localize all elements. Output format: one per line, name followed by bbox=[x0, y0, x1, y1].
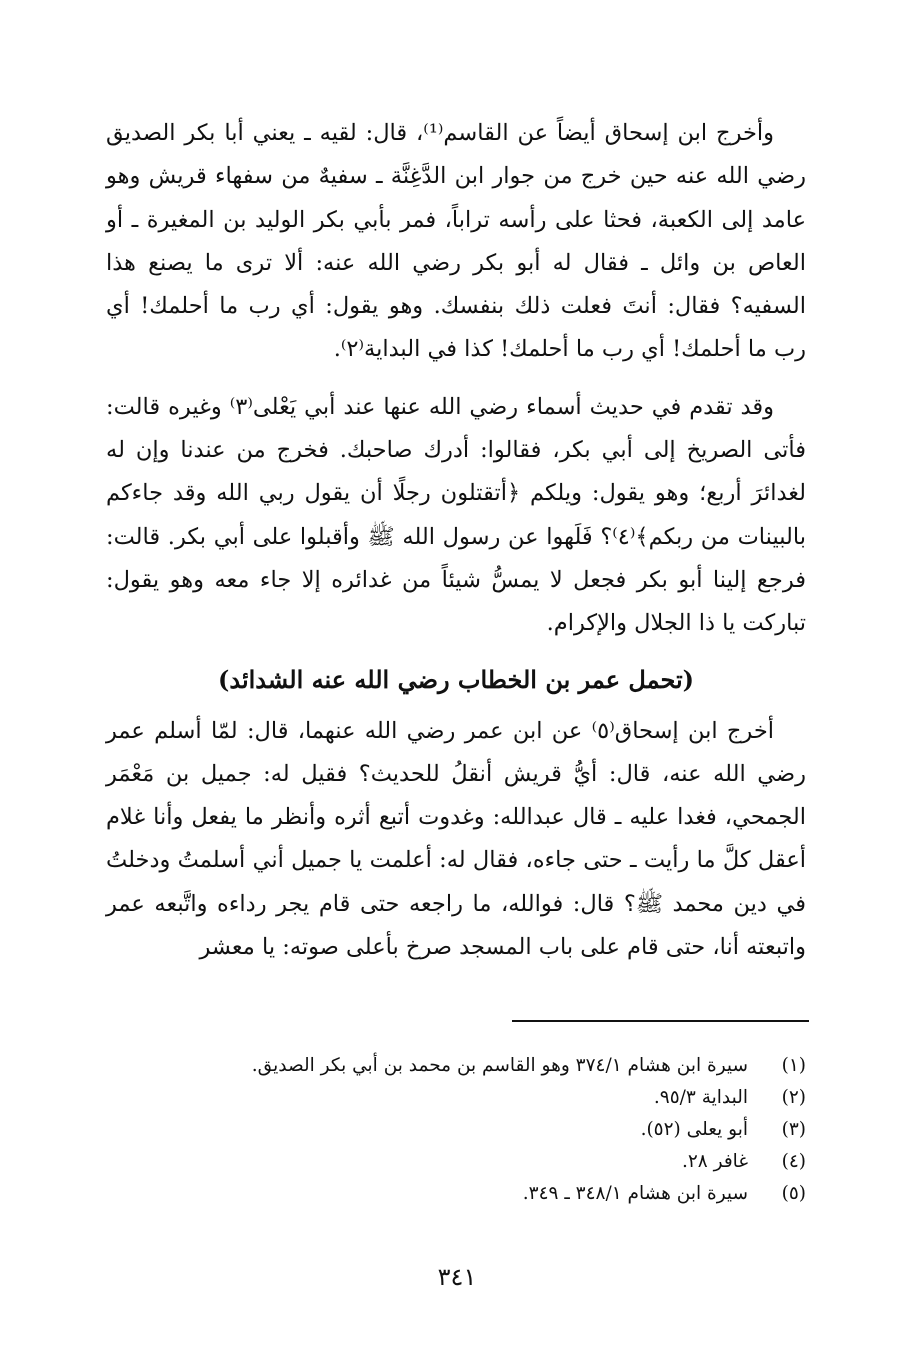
footnote-number: (٤) bbox=[781, 1151, 806, 1172]
main-text bbox=[106, 112, 806, 969]
paragraph-2: وقد تقدم في حديث أسماء رضي الله عنها عند أبي يَعْلى⁽٣⁾ وغيره قالت: فأتى الصريخ إلى أبي بكر، فقالوا: أدرك صاحبك. فخرج من عندنا وإن له لغدائرَ أربع؛ وهو يقول: ويلكم ﴿أتقتلون رجلًا أن يقول ربي الله وقد جاءكم بالبينات من ربكم﴾⁽٤⁾؟ فَلَهوا عن رسول الله ﷺ وأقبلوا على أبي بكر. قالت: فرجع إلينا أبو بكر فجعل لا يمسُّ شيئاً من غدائره إلا جاء معه وهو يقول: تباركت يا ذا الجلال والإكرام. bbox=[106, 393, 806, 637]
footnote-number: (٥) bbox=[781, 1183, 806, 1204]
section-heading: (تحمل عمر بن الخطاب رضي الله عنه الشدائد) bbox=[217, 664, 694, 694]
footnote-number: (٢) bbox=[781, 1087, 806, 1108]
footnote-text: سيرة ابن هشام ٣٧٤/١ وهو القاسم بن محمد بن أبي بكر الصديق. bbox=[251, 1055, 748, 1076]
footnote-text: أبو يعلى (٥٢). bbox=[640, 1119, 748, 1140]
footnote-number: (١) bbox=[781, 1055, 806, 1076]
footnote-text: سيرة ابن هشام ٣٤٨/١ ـ ٣٤٩. bbox=[522, 1183, 748, 1204]
paragraph-3: أخرج ابن إسحاق⁽٥⁾ عن ابن عمر رضي الله عنهما، قال: لمّا أسلم عمر رضي الله عنه، قال: أيُّ قريش أنقلُ للحديث؟ فقيل له: جميل بن مَعْمَر الجمحي، فغدا عليه ـ قال عبدالله: وغدوت أتبع أثره وأنظر ما يفعل وأنا غلام أعقل كلَّ ما رأيت ـ حتى جاءه، فقال له: أعلمت يا جميل أني أسلمتُ ودخلتُ في دين محمد ﷺ؟ قال: فوالله، ما راجعه حتى قام يجر رداءه واتَّبعه عمر واتبعته أنا، حتى قام على باب المسجد صرخ بأعلى صوته: يا معشر bbox=[106, 717, 806, 961]
footnote-4 bbox=[106, 1146, 806, 1178]
footnote-divider bbox=[512, 1020, 809, 1022]
footnote-1 bbox=[106, 1050, 806, 1082]
footnotes bbox=[106, 1050, 806, 1210]
page-number: ٣٤١ bbox=[437, 1263, 477, 1291]
footnote-number: (٣) bbox=[781, 1119, 806, 1140]
footnote-2 bbox=[106, 1082, 806, 1114]
footnote-text: غافر ٢٨. bbox=[681, 1151, 748, 1172]
footnote-3 bbox=[106, 1114, 806, 1146]
paragraph-1: وأخرج ابن إسحاق أيضاً عن القاسم⁽¹⁾، قال: لقيه ـ يعني أبا بكر الصديق رضي الله عنه حين خرج من جوار ابن الدَّغِنَّة ـ سفيهٌ من سفهاء قريش وهو عامد إلى الكعبة، فحثا على رأسه تراباً، فمر بأبي بكر الوليد بن المغيرة ـ أو العاص بن وائل ـ فقال له أبو بكر رضي الله عنه: ألا ترى ما يصنع هذا السفيه؟ فقال: أنتَ فعلت ذلك بنفسك. وهو يقول: أي رب ما أحلمك! أي رب ما أحلمك! أي رب ما أحلمك! كذا في البداية⁽٢⁾. bbox=[106, 120, 806, 363]
footnote-text: البداية ٩٥/٣. bbox=[653, 1087, 748, 1108]
footnote-5 bbox=[106, 1178, 806, 1210]
